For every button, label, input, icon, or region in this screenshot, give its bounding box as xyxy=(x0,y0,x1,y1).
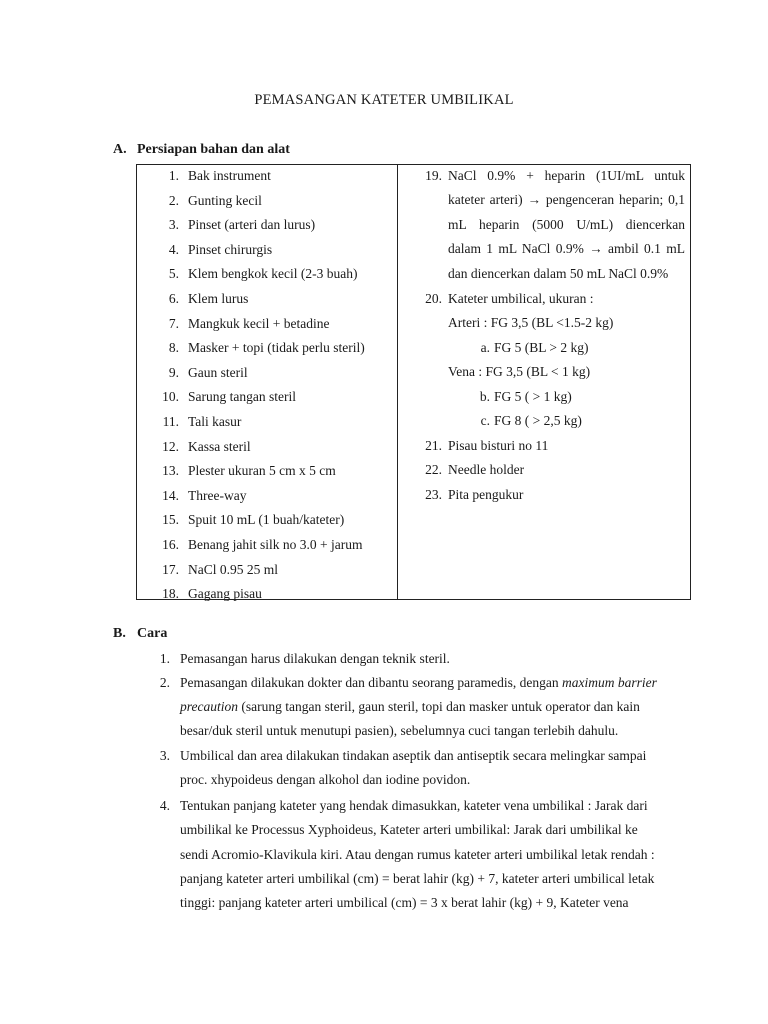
item-number: 9. xyxy=(168,364,179,380)
step-number: 2. xyxy=(159,675,170,690)
section-b-heading xyxy=(113,626,167,642)
item-text: Tali kasur xyxy=(188,414,242,429)
item-20-vena: Vena : FG 3,5 (BL < 1 kg) xyxy=(448,364,591,379)
item-text: NaCl 0.95 25 ml xyxy=(188,561,278,577)
item-text: Three-way xyxy=(188,487,247,503)
step-number: 1. xyxy=(159,651,170,666)
item-number: 21. xyxy=(425,438,442,453)
section-b-letter: B. xyxy=(113,626,126,641)
item-number: 5. xyxy=(168,266,179,282)
item-number: 8. xyxy=(168,340,179,356)
step-1-text: Pemasangan harus dilakukan dengan teknik steril. xyxy=(180,651,450,666)
sub-item-letter: a. xyxy=(480,340,490,355)
sub-item-letter: c. xyxy=(480,413,490,428)
item-19-line-4: dalam 1 mL NaCl 0.9% → ambil 0.1 mL xyxy=(448,241,685,256)
section-b-title: Cara xyxy=(137,626,168,641)
step-4-line-3: sendi Acromio-Klavikula kiri. Atau dengan rumus kateter arteri umbilikal letak rendah : xyxy=(180,847,655,862)
item-number: 18. xyxy=(162,586,179,602)
step-2-italic-term: maximum barrier xyxy=(562,675,657,690)
item-text: Sarung tangan steril xyxy=(188,389,296,405)
item-number: 11. xyxy=(162,414,179,429)
item-20-text: Kateter umbilical, ukuran : xyxy=(448,291,594,306)
item-number: 1. xyxy=(168,168,179,183)
section-a-heading xyxy=(113,142,290,158)
item-number: 19. xyxy=(425,168,442,183)
step-4-line-5: tinggi: panjang kateter arteri umbilical (cm) = 3 x berat lahir (kg) + 9, Kateter vena xyxy=(180,895,629,910)
step-2-line-2 xyxy=(180,698,677,716)
item-text: Spuit 10 mL (1 buah/kateter) xyxy=(188,512,345,528)
item-number: 13. xyxy=(162,463,179,479)
step-4-line-1: Tentukan panjang kateter yang hendak dimasukkan, kateter vena umbilikal : Jarak dari xyxy=(180,798,648,813)
item-text: Pinset chirurgis xyxy=(188,241,273,257)
item-text: Klem bengkok kecil (2-3 buah) xyxy=(188,266,358,282)
item-19-line-2: kateter arteri) → pengenceran heparin; 0,1 xyxy=(448,192,685,207)
step-2-line-3: besar/duk steril untuk menutupi pasien), sebelumnya cuci tangan terlebih dahulu. xyxy=(180,723,619,738)
step-2-line-1-text: Pemasangan dilakukan dokter dan dibantu seorang paramedis, dengan xyxy=(180,675,563,690)
item-20-arteri: Arteri : FG 3,5 (BL <1.5-2 kg) xyxy=(448,315,614,330)
item-text: Kassa steril xyxy=(188,438,251,454)
item-number: 15. xyxy=(162,512,179,528)
section-a-title: Persiapan bahan dan alat xyxy=(137,142,290,157)
step-number: 3. xyxy=(159,748,170,763)
item-number: 10. xyxy=(162,389,179,405)
step-2-line-1 xyxy=(180,674,677,692)
item-number: 4. xyxy=(168,241,179,257)
item-number: 17. xyxy=(162,561,179,577)
sub-item-letter: b. xyxy=(479,389,490,404)
item-19-line-3: mL heparin (5000 U/mL) diencerkan xyxy=(448,217,685,232)
item-number: 7. xyxy=(168,315,179,331)
item-text: Gagang pisau xyxy=(188,586,262,602)
item-19-line-1: NaCl 0.9% + heparin (1UI/mL untuk xyxy=(448,168,685,183)
item-23-text: Pita pengukur xyxy=(448,487,524,502)
document-title: PEMASANGAN KATETER UMBILIKAL xyxy=(254,92,514,108)
item-22-text: Needle holder xyxy=(448,462,525,477)
item-text: Plester ukuran 5 cm x 5 cm xyxy=(188,463,336,479)
step-4-line-4: panjang kateter arteri umbilikal (cm) = berat lahir (kg) + 7, kateter arteri umbilical letak xyxy=(180,871,655,886)
item-number: 16. xyxy=(162,537,179,552)
item-number: 14. xyxy=(162,487,179,503)
item-number: 22. xyxy=(425,462,442,477)
table-column-divider xyxy=(397,165,398,599)
item-19-line-5: dan diencerkan dalam 50 mL NaCl 0.9% xyxy=(448,266,669,281)
item-number: 3. xyxy=(168,217,179,233)
step-4-line-2: umbilikal ke Processus Xyphoideus, Kateter arteri umbilikal: Jarak dari umbilikal ke xyxy=(180,822,638,837)
item-number: 20. xyxy=(425,291,442,306)
item-text: Masker + topi (tidak perlu steril) xyxy=(188,340,365,356)
step-number: 4. xyxy=(159,798,170,813)
item-21-text: Pisau bisturi no 11 xyxy=(448,438,549,453)
item-number: 6. xyxy=(168,291,179,306)
sub-item-text: FG 5 ( > 1 kg) xyxy=(494,389,572,404)
item-number: 12. xyxy=(162,438,179,454)
step-2-line-2-text: (sarung tangan steril, gaun steril, topi dan masker untuk operator dan kain xyxy=(238,699,640,714)
item-text: Klem lurus xyxy=(188,291,249,306)
item-text: Pinset (arteri dan lurus) xyxy=(188,217,316,233)
item-text: Bak instrument xyxy=(188,168,271,183)
item-text: Gaun steril xyxy=(188,364,248,380)
item-text: Benang jahit silk no 3.0 + jarum xyxy=(188,537,363,552)
sub-item-text: FG 8 ( > 2,5 kg) xyxy=(494,413,582,428)
item-text: Mangkuk kecil + betadine xyxy=(188,315,330,331)
item-text: Gunting kecil xyxy=(188,192,262,208)
sub-item-text: FG 5 (BL > 2 kg) xyxy=(494,340,589,355)
item-number: 23. xyxy=(425,487,442,502)
step-3-line-1: Umbilical dan area dilakukan tindakan aseptik dan antiseptik secara melingkar sampai xyxy=(180,748,647,763)
equipment-table xyxy=(136,164,691,600)
step-3-line-2: proc. xhypoideus dengan alkohol dan iodine povidon. xyxy=(180,772,471,787)
section-a-letter: A. xyxy=(113,142,127,157)
step-2-italic-term: precaution xyxy=(180,699,238,714)
item-number: 2. xyxy=(168,192,179,208)
